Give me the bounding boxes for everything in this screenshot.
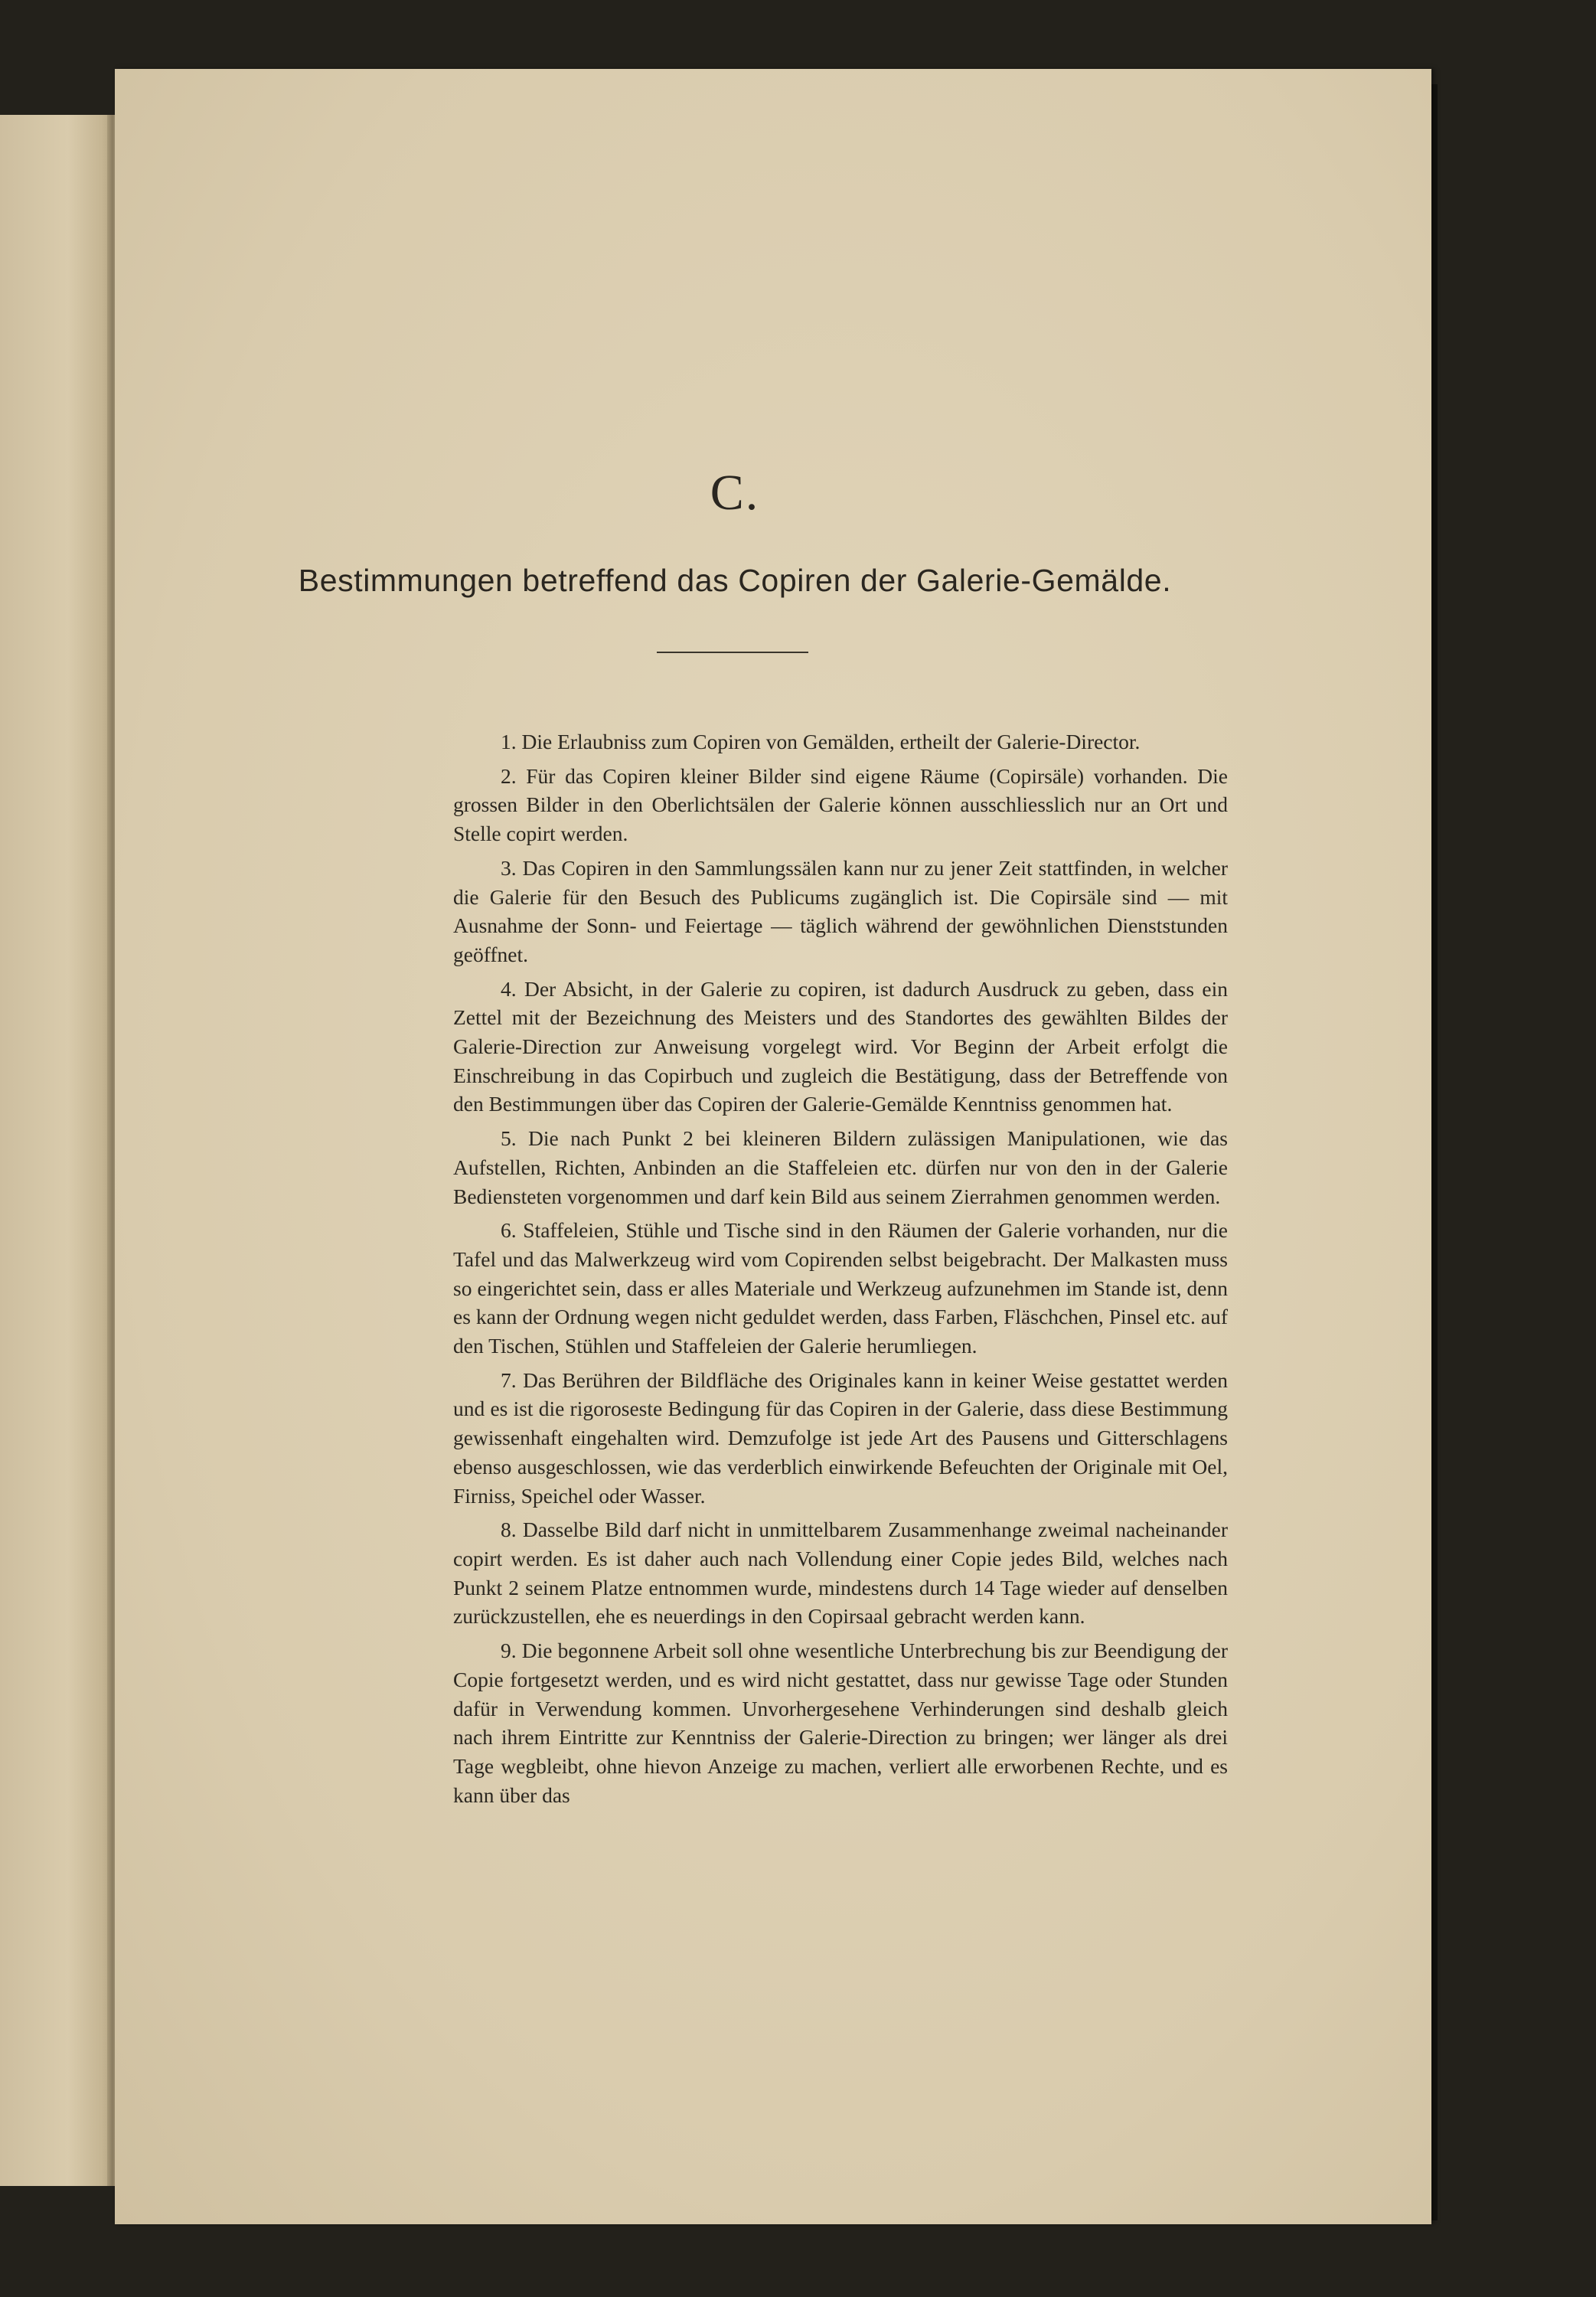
rule-7: 7. Das Berühren der Bildfläche des Originales kann in keiner Weise gestattet werden und es ist die rigoroseste Bedingung für das Copiren in der Galerie, dass diese Bestimmung gewissenhaft eingehalten wird. Demzufolge ist jede Art des Pausens und Gitterschlagens ebenso ausgeschlossen, wie das verderblich einwirkende Befeuchten der Originale mit Oel, Firniss, Speichel oder Wasser. (453, 1367, 1228, 1508)
section-title: Bestimmungen betreffend das Copiren der Galerie-Gemälde. (298, 563, 1172, 598)
rule-5: 5. Die nach Punkt 2 bei kleineren Bildern zulässigen Manipulationen, wie das Aufstellen, Richten, Anbinden an die Staffeleien etc. dürfen nur von den in der Galerie Bediensteten vorgenommen und darf kein Bild aus seinem Zierrahmen genommen werden. (453, 1126, 1228, 1208)
title-divider (657, 652, 808, 653)
rule-9: 9. Die begonnene Arbeit soll ohne wesentliche Unterbrechung bis zur Beendigung der Copie fortgesetzt werden, und es wird nicht gestattet, dass nur gewisse Tage oder Stunden dafür in Verwendung kommen. Unvorhergesehene Verhinderungen sind deshalb gleich nach ihrem Eintritte zur Kenntniss der Galerie-Direction zu bringen; wer länger als drei Tage wegbleibt, ohne hievon Anzeige zu machen, verliert alle erworbenen Rechte, und es kann über das (453, 1639, 1228, 1807)
rules-body (453, 727, 1228, 1815)
page-edge-shadow (1431, 84, 1438, 2220)
rule-3: 3. Das Copiren in den Sammlungssälen kann nur zu jener Zeit stattfinden, in welcher die Galerie für den Besuch des Publicums zugänglich ist. Die Copirsäle sind — mit Ausnahme der Sonn- und Feiertage — täglich während der gewöhnlichen Dienststunden geöffnet. (453, 855, 1228, 966)
rule-4: 4. Der Absicht, in der Galerie zu copiren, ist dadurch Ausdruck zu geben, dass ein Zettel mit der Bezeichnung des Meisters und des Standortes des gewählten Bildes der Galerie-Direction zur Anweisung vorgelegt wird. Vor Beginn der Arbeit erfolgt die Einschreibung in das Copirbuch und zugleich die Bestätigung, dass der Betreffende von den Bestimmungen über das Copiren der Galerie-Gemälde Kenntniss genommen hat. (453, 976, 1228, 1116)
facing-page-edge (0, 115, 113, 2186)
rule-2: 2. Für das Copiren kleiner Bilder sind eigene Räume (Copirsäle) vorhanden. Die grossen Bilder in den Oberlichtsälen der Galerie können ausschliesslich nur an Ort und Stelle copirt werden. (453, 763, 1228, 846)
rule-1: 1. Die Erlaubniss zum Copiren von Gemälden, ertheilt der Galerie-Director. (501, 730, 1141, 753)
rule-8: 8. Dasselbe Bild darf nicht in unmittelbarem Zusammenhange zweimal nacheinander copirt werden. Es ist daher auch nach Vollendung einer Copie jedes Bild, welches nach Punkt 2 seinem Platze entnommen wurde, mindestens durch 14 Tage wieder auf denselben zurückzustellen, ehe es neuerdings in den Copirsaal gebracht werden kann. (453, 1518, 1228, 1629)
section-letter: C. (710, 465, 760, 521)
rule-6: 6. Staffeleien, Stühle und Tische sind in den Räumen der Galerie vorhanden, nur die Tafel und das Malwerkzeug wird vom Copirenden selbst beigebracht. Der Malkasten muss so eingerichtet sein, dass er alles Materiale und Werkzeug aufzunehmen im Stande ist, denn es kann der Ordnung wegen nicht geduldet werden, dass Farben, Fläschchen, Pinsel etc. auf den Tischen, Stühlen und Staffeleien der Galerie herumliegen. (453, 1218, 1228, 1358)
